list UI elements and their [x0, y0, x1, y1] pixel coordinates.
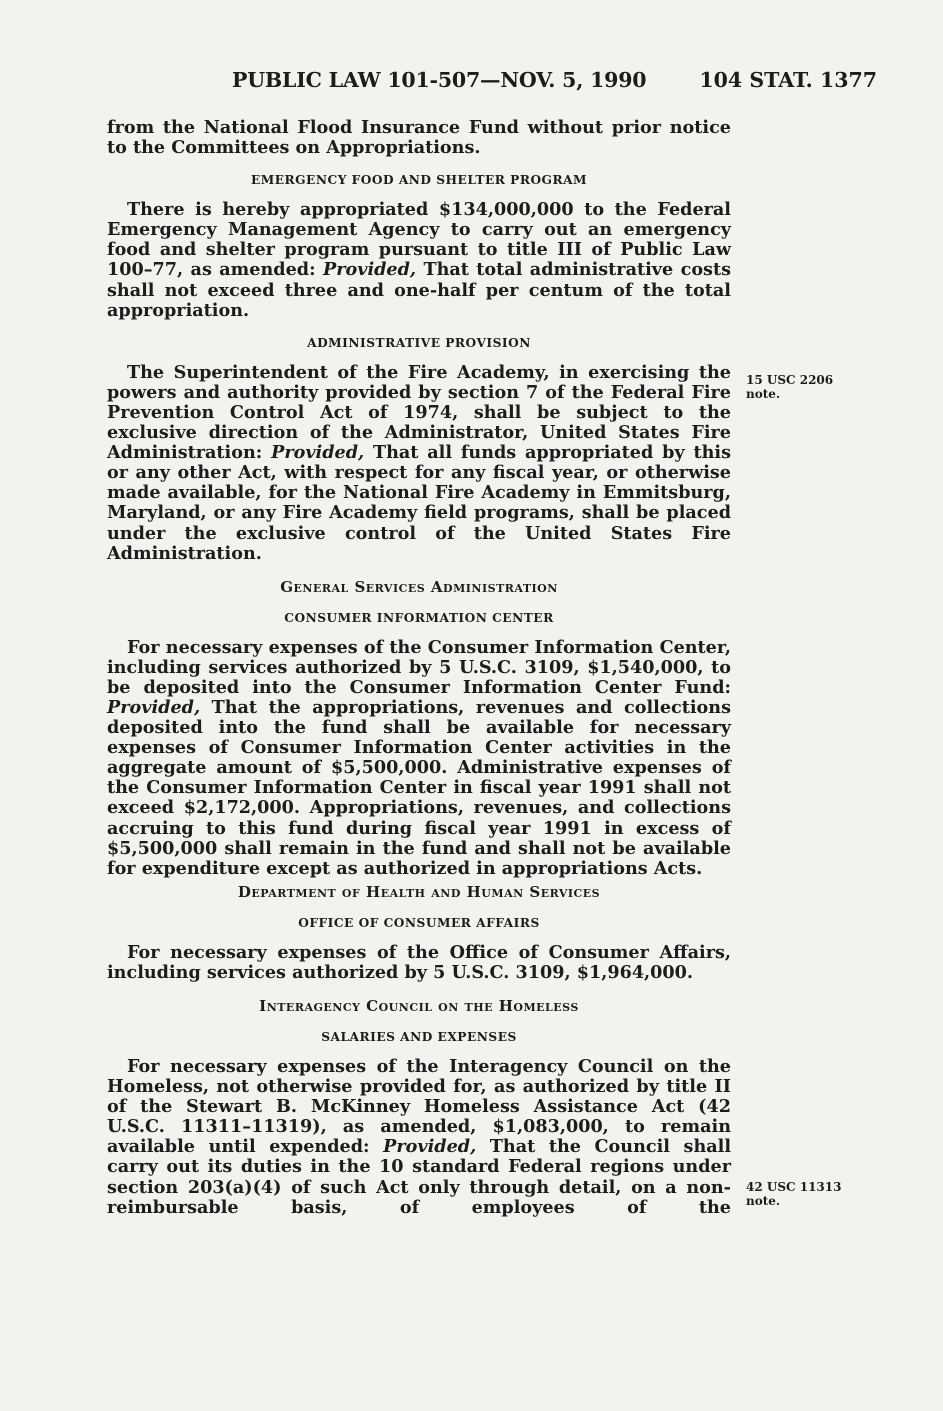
- efsp-heading: EMERGENCY FOOD AND SHELTER PROGRAM: [250, 173, 588, 188]
- hhs-heading: Department of Health and Human Services: [237, 882, 601, 901]
- intro-paragraph: from the National Flood Insurance Fund without prior notice to the Committees on Appropriations.: [107, 117, 731, 159]
- cic-paragraph: For necessary expenses of the Consumer Information Center, including services authorized by 5 U.S.C. 3109, $1,540,000, to be deposited into the Consumer Information Center Fund: Provided, That the appropriations, revenues and collections deposited into the fund shall be available for necessary expenses of Consumer Information Center activities in the aggregate amount of $5,500,000. Administrative expenses of the Consumer Information Center in fiscal year 1991 shall not exceed $2,172,000. Appropriations, revenues, and collections accruing to this fund during fiscal year 1991 in excess of $5,500,000 shall remain in the fund and shall not be available for expenditure except as authorized in appropriations Acts.: [107, 636, 731, 879]
- efsp-paragraph: There is hereby appropriated $134,000,000 to the Federal Emergency Management Agency to carry out an emergency food and shelter program pursuant to title III of Public Law 100–77, as amended: Provided, That total administrative costs shall not exceed three and one-half per centum of the total appropriation.: [107, 199, 731, 321]
- page-header: [107, 68, 877, 100]
- cic-heading: CONSUMER INFORMATION CENTER: [284, 610, 554, 625]
- oca-paragraph: For necessary expenses of the Office of Consumer Affairs, including services authorized by 5 U.S.C. 3109, $1,964,000.: [107, 941, 731, 983]
- margin-note-42-usc-11313: 42 USC 11313 note.: [746, 1180, 842, 1208]
- running-head-title: PUBLIC LAW 101-507—NOV. 5, 1990: [232, 68, 647, 92]
- admin-provision-heading: ADMINISTRATIVE PROVISION: [307, 335, 531, 350]
- margin-note-15-usc-2206: 15 USC 2206 note.: [746, 373, 834, 401]
- page-body: [107, 118, 731, 1218]
- ich-heading: Interagency Council on the Homeless: [259, 997, 579, 1015]
- admin-provision-paragraph: The Superintendent of the Fire Academy, in exercising the powers and authority provided by section 7 of the Federal Fire Prevention Control Act of 1974, shall be subject to the exclusive direction of the Administrator, United States Fire Administration: Provided, That all funds appropriated by this or any other Act, with respect for any fiscal year, or otherwise made available, for the National Fire Academy in Emmitsburg, Maryland, or any Fire Academy field programs, shall be placed under the exclusive control of the United States Fire Administration.: [107, 361, 731, 564]
- page-number-stat: 104 STAT. 1377: [699, 68, 877, 92]
- gsa-heading: General Services Administration: [280, 577, 558, 596]
- salaries-expenses-heading: SALARIES AND EXPENSES: [321, 1030, 517, 1044]
- salaries-expenses-paragraph: For necessary expenses of the Interagency Council on the Homeless, not otherwise provided for, as authorized by title II of the Stewart B. McKinney Homeless Assistance Act (42 U.S.C. 11311–11319), as amended, $1,083,000, to remain available until expended: Provided, That the Council shall carry out its duties in the 10 standard Federal regions under section 203(a)(4) of such Act only through detail, on a non-reimbursable basis, of employees of the: [107, 1056, 732, 1218]
- oca-heading: OFFICE OF CONSUMER AFFAIRS: [298, 915, 540, 930]
